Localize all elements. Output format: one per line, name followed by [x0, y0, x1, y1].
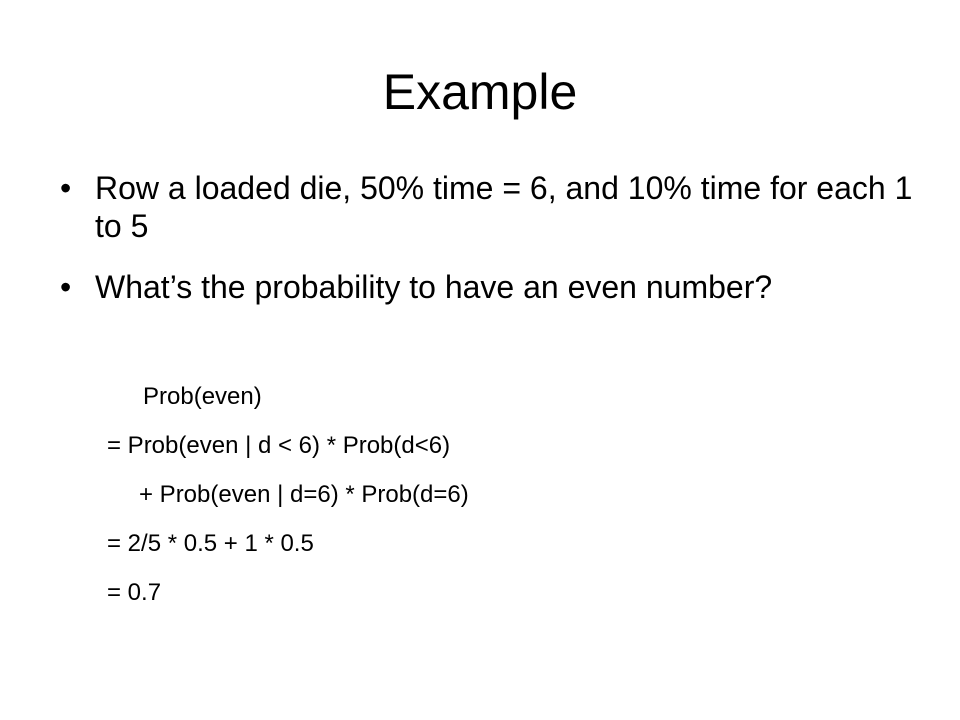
- derivation-line: Prob(even): [143, 383, 262, 410]
- bullet-text: What’s the probability to have an even number?: [95, 269, 773, 305]
- bullet-item: [60, 169, 920, 245]
- bullet-marker: •: [60, 269, 72, 305]
- bullet-marker: •: [60, 170, 72, 206]
- bullet-item: [60, 268, 920, 306]
- derivation-line: = Prob(even | d < 6) * Prob(d<6): [107, 432, 451, 459]
- derivation-line: = 2/5 * 0.5 + 1 * 0.5: [107, 530, 314, 557]
- bullet-list: [60, 169, 920, 329]
- derivation-line: = 0.7: [107, 579, 162, 606]
- derivation-line: + Prob(even | d=6) * Prob(d=6): [139, 481, 469, 508]
- slide-title: Example: [382, 64, 578, 120]
- bullet-text: Row a loaded die, 50% time = 6, and 10% time for each 1 to 5: [95, 170, 913, 244]
